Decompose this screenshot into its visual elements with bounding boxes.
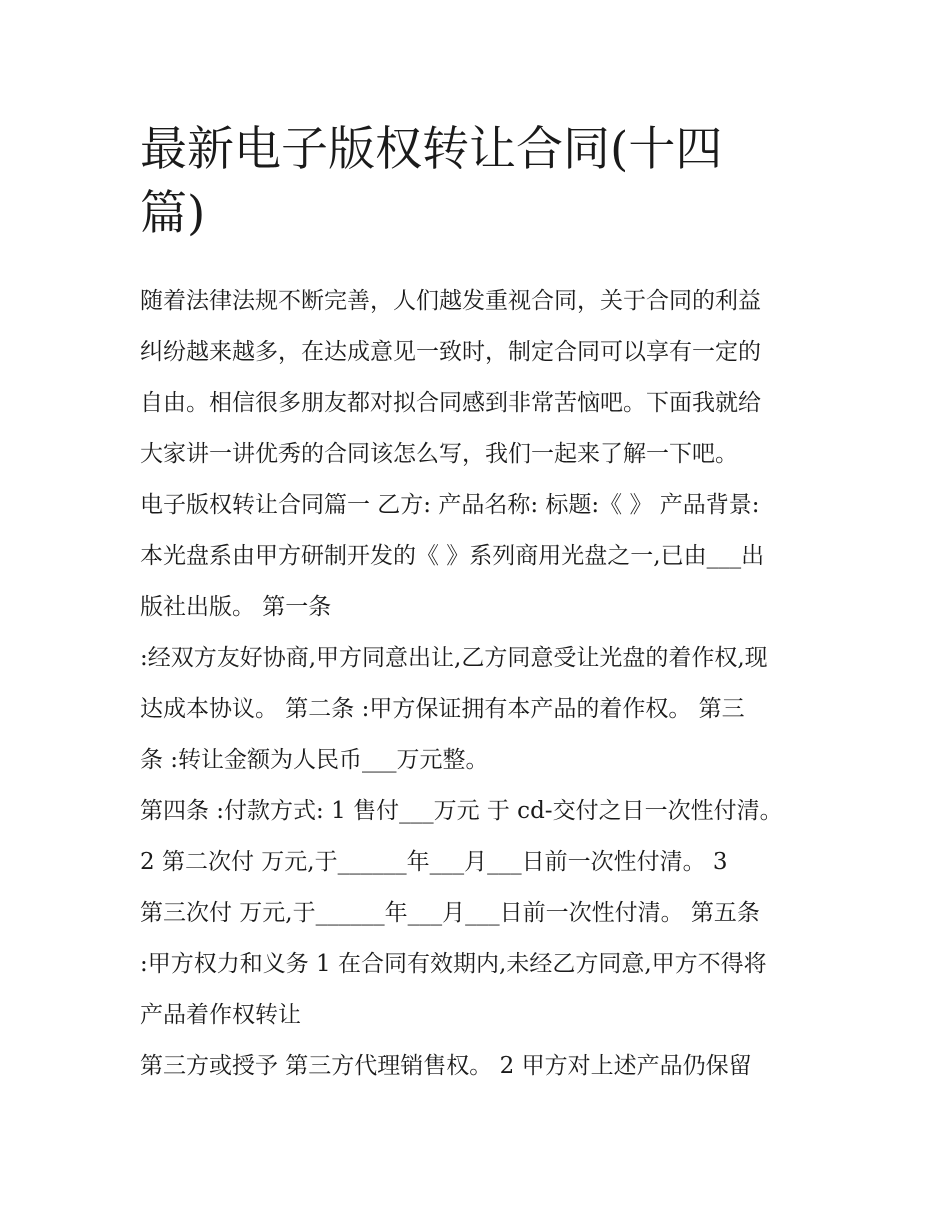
body-line: 随着法律法规不断完善，人们越发重视合同，关于合同的利益	[140, 288, 761, 314]
body-line: 电子版权转让合同篇一 乙方: 产品名称: 标题:《 》 产品背景:	[140, 492, 760, 518]
body-line: 本光盘系由甲方研制开发的《 》系列商用光盘之一,已由___出	[140, 543, 765, 569]
body-line: 版社出版。 第一条	[140, 594, 332, 620]
body-line: 第四条 :付款方式: 1 售付___万元 于 cd-交付之日一次性付清。	[140, 798, 783, 824]
body-line: 2 第二次付 万元,于______年___月___日前一次性付清。 3	[140, 849, 728, 875]
document-title	[140, 118, 820, 246]
body-line: 自由。相信很多朋友都对拟合同感到非常苦恼吧。下面我就给	[140, 390, 761, 416]
body-line: 纠纷越来越多，在达成意见一致时，制定合同可以享有一定的	[140, 339, 761, 365]
title-line: 篇)	[140, 186, 206, 241]
title-line: 最新电子版权转让合同(十四	[140, 122, 723, 177]
body-line: 达成本协议。 第二条 :甲方保证拥有本产品的着作权。 第三	[140, 696, 745, 722]
body-line: 第三方或授予 第三方代理销售权。 2 甲方对上述产品仍保留	[140, 1053, 752, 1079]
body-line: :经双方友好协商,甲方同意出让,乙方同意受让光盘的着作权,现	[140, 645, 768, 671]
body-line: 产品着作权转让	[140, 1002, 301, 1028]
body-line: :甲方权力和义务 1 在合同有效期内,未经乙方同意,甲方不得将	[140, 951, 767, 977]
body-line: 第三次付 万元,于______年___月___日前一次性付清。 第五条	[140, 900, 760, 926]
body-line: 条 :转让金额为人民币___万元整。	[140, 747, 489, 773]
body-line: 大家讲一讲优秀的合同该怎么写，我们一起来了解一下吧。	[140, 441, 738, 467]
document-body	[140, 276, 830, 1092]
